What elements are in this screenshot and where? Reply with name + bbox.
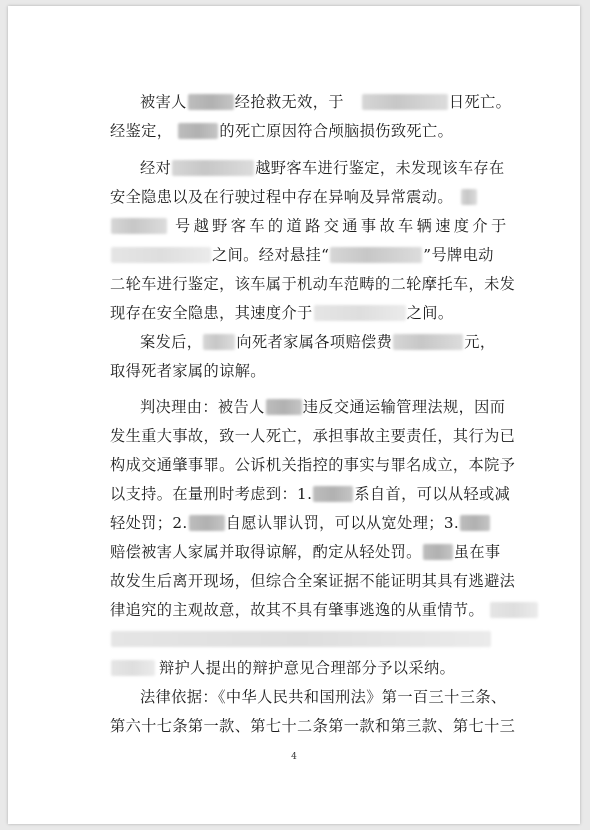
redaction [330,247,422,263]
text-segment: 系自首，可以从轻或减 [354,485,511,503]
text-segment: 自愿认罪认罚，可以从宽处理；3. [225,514,460,532]
text-line [8,484,580,504]
text-line [8,600,580,620]
text-segment: 之间。 [406,304,454,322]
text-line [8,92,580,112]
redaction [460,515,490,531]
text-segment: 故发生后离开现场，但综合全案证据不能证明其具有逃避法 [110,572,516,590]
text-line [8,716,580,736]
text-segment: 经鉴定， [110,122,173,140]
redaction [172,160,254,176]
text-segment: 判决理由：被告人 [140,398,265,416]
redaction [313,486,353,502]
text-segment: 以支持。在量刑时考虑到：1. [110,485,313,503]
redaction [461,189,477,205]
redaction [189,515,225,531]
text-segment: 违反交通运输管理法规，因而 [302,398,506,416]
text-line [8,187,580,207]
text-segment: 现存在安全隐患，其速度介于 [110,304,313,322]
redaction [490,602,538,618]
page-number: 4 [291,752,297,762]
text-segment: 号越野客车的道路交通事故车辆速度介于 [175,217,510,235]
text-segment: 案发后， [140,333,203,351]
text-segment: 越野客车进行鉴定，未发现该车存在 [255,159,505,177]
text-line [8,542,580,562]
text-segment: 第六十七条第一款、第七十二条第一款和第三款、第七十三 [110,717,516,735]
redaction [111,247,211,263]
text-line [8,455,580,475]
redaction [266,399,302,415]
text-line [8,687,580,707]
text-segment: 赔偿被害人家属并取得谅解，酌定从轻处罚。 [110,543,422,561]
text-line [8,216,580,236]
text-segment: ”号牌电动 [423,246,494,264]
text-line [8,397,580,417]
redaction [178,123,218,139]
document-page [8,6,580,824]
redaction [362,94,448,110]
redaction [111,631,491,647]
text-segment: 轻处罚；2. [110,514,188,532]
text-segment: 的死亡原因符合颅脑损伤致死亡。 [219,122,454,140]
redaction [111,660,155,676]
text-segment: 虽在事 [453,543,501,561]
text-line [8,426,580,446]
text-segment: 发生重大事故，致一人死亡，承担事故主要责任，其行为已 [110,427,516,445]
text-segment: 法律依据：《中华人民共和国刑法》第一百三十三条、 [140,688,507,706]
text-segment: 律追究的主观故意，故其不具有肇事逃逸的从重情节。 [110,601,485,619]
text-line [8,158,580,178]
text-line [8,513,580,533]
text-line [8,571,580,591]
text-segment: 二轮车进行鉴定，该车属于机动车范畴的二轮摩托车，未发 [110,275,516,293]
redaction [423,544,453,560]
text-segment: 取得死者家属的谅解。 [110,362,266,380]
text-segment: 元， [464,333,496,351]
text-segment: 安全隐患以及在行驶过程中存在异响及异常震动。 [110,188,453,206]
text-segment: 向死者家属各项赔偿费 [236,333,393,351]
text-line [8,629,580,649]
text-segment: 构成交通肇事罪。公诉机关指控的事实与罪名成立，本院予 [110,456,516,474]
text-segment: 经对 [140,159,172,177]
text-line [8,121,580,141]
text-line [8,245,580,265]
redaction [188,94,234,110]
redaction [314,305,406,321]
text-segment: 被害人 [140,93,187,111]
redaction [393,334,463,350]
text-segment: 辩护人提出的辩护意见合理部分予以采纳。 [159,659,456,677]
redaction [111,218,167,234]
text-segment: 经抢救无效，于 [234,93,344,111]
text-line [8,303,580,323]
text-line [8,361,580,381]
redaction [203,334,235,350]
text-segment: 日死亡。 [448,93,512,111]
text-line [8,332,580,352]
text-segment: 之间。经对悬挂“ [212,246,330,264]
text-line [8,274,580,294]
text-line [8,658,580,678]
